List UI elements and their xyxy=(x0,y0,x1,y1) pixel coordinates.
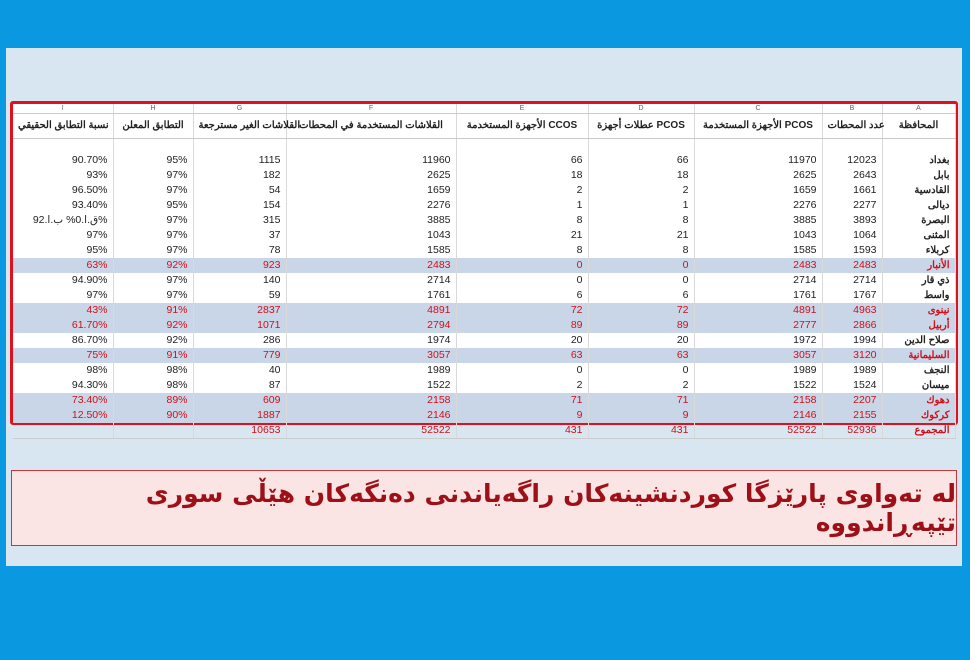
caption-box xyxy=(11,470,957,546)
value-cell: 6 xyxy=(588,288,694,303)
value-cell xyxy=(13,423,113,439)
value-cell: 95% xyxy=(13,243,113,258)
value-cell: 4963 xyxy=(822,303,882,318)
table-row xyxy=(13,153,955,168)
value-cell: 89 xyxy=(456,318,588,333)
governorate-cell: كركوك xyxy=(882,408,955,423)
value-cell: 3120 xyxy=(822,348,882,363)
value-cell: 89% xyxy=(113,393,193,408)
column-header-row xyxy=(13,114,955,139)
value-cell: 1524 xyxy=(822,378,882,393)
governorate-cell: ديالى xyxy=(882,198,955,213)
table-row xyxy=(13,258,955,273)
value-cell: 43% xyxy=(13,303,113,318)
value-cell: ق.ا.0% ب.ا.92% xyxy=(13,213,113,228)
value-cell: 140 xyxy=(193,273,286,288)
table-row xyxy=(13,348,955,363)
governorate-cell: السليمانية xyxy=(882,348,955,363)
value-cell: 2483 xyxy=(822,258,882,273)
value-cell: 18 xyxy=(588,168,694,183)
value-cell: 1767 xyxy=(822,288,882,303)
governorate-cell: الأنبار xyxy=(882,258,955,273)
value-cell: 1585 xyxy=(286,243,456,258)
value-cell: 8 xyxy=(588,243,694,258)
value-cell: 8 xyxy=(456,243,588,258)
governorate-cell: القادسية xyxy=(882,183,955,198)
value-cell: 98% xyxy=(13,363,113,378)
value-cell: 1659 xyxy=(694,183,822,198)
value-cell: 97% xyxy=(113,228,193,243)
value-cell: 2714 xyxy=(286,273,456,288)
governorate-cell: أربيل xyxy=(882,318,955,333)
column-letter[interactable]: C xyxy=(694,104,822,114)
column-header: الأجهزة المستخدمة PCOS xyxy=(694,114,822,139)
value-cell: 72 xyxy=(456,303,588,318)
value-cell: 1974 xyxy=(286,333,456,348)
governorate-cell: صلاح الدين xyxy=(882,333,955,348)
value-cell: 95% xyxy=(113,153,193,168)
value-cell: 2794 xyxy=(286,318,456,333)
value-cell: 92% xyxy=(113,318,193,333)
column-letter-row xyxy=(13,104,955,114)
value-cell: 609 xyxy=(193,393,286,408)
value-cell: 93.40% xyxy=(13,198,113,213)
value-cell: 97% xyxy=(113,213,193,228)
value-cell: 91% xyxy=(113,348,193,363)
value-cell: 1064 xyxy=(822,228,882,243)
value-cell: 6 xyxy=(456,288,588,303)
value-cell: 73.40% xyxy=(13,393,113,408)
table-row xyxy=(13,333,955,348)
value-cell: 78 xyxy=(193,243,286,258)
value-cell: 2158 xyxy=(286,393,456,408)
value-cell: 2 xyxy=(588,378,694,393)
empty-cell xyxy=(13,139,113,154)
value-cell: 431 xyxy=(456,423,588,439)
value-cell: 98% xyxy=(113,363,193,378)
governorate-cell: ميسان xyxy=(882,378,955,393)
value-cell: 20 xyxy=(588,333,694,348)
column-letter[interactable]: E xyxy=(456,104,588,114)
value-cell: 90.70% xyxy=(13,153,113,168)
value-cell: 2625 xyxy=(694,168,822,183)
value-cell: 2837 xyxy=(193,303,286,318)
value-cell: 3893 xyxy=(822,213,882,228)
value-cell: 431 xyxy=(588,423,694,439)
value-cell: 1989 xyxy=(822,363,882,378)
empty-cell xyxy=(456,139,588,154)
table-row xyxy=(13,198,955,213)
value-cell: 0 xyxy=(456,363,588,378)
value-cell: 2146 xyxy=(286,408,456,423)
value-cell: 1071 xyxy=(193,318,286,333)
value-cell: 1761 xyxy=(694,288,822,303)
column-header: القلاشات المستخدمة في المحطات xyxy=(286,114,456,139)
value-cell: 2483 xyxy=(694,258,822,273)
value-cell: 1115 xyxy=(193,153,286,168)
column-letter[interactable]: H xyxy=(113,104,193,114)
value-cell: 98% xyxy=(113,378,193,393)
column-letter[interactable]: G xyxy=(193,104,286,114)
value-cell: 0 xyxy=(588,363,694,378)
value-cell: 54 xyxy=(193,183,286,198)
value-cell: 21 xyxy=(456,228,588,243)
value-cell: 2 xyxy=(588,183,694,198)
caption-text: لە تەواوی پارێزگا کوردنشینەکان راگەیاندنی دەنگەکان هێڵی سوری تێپەڕاندووە xyxy=(145,479,956,537)
value-cell: 97% xyxy=(113,168,193,183)
election-results-table xyxy=(13,104,956,439)
value-cell: 1761 xyxy=(286,288,456,303)
spreadsheet-frame xyxy=(10,101,958,436)
table-row xyxy=(13,303,955,318)
value-cell: 71 xyxy=(456,393,588,408)
value-cell: 9 xyxy=(456,408,588,423)
value-cell: 11960 xyxy=(286,153,456,168)
value-cell: 93% xyxy=(13,168,113,183)
value-cell: 63% xyxy=(13,258,113,273)
value-cell: 2714 xyxy=(694,273,822,288)
total-row xyxy=(13,423,955,439)
value-cell: 1522 xyxy=(694,378,822,393)
column-header: الأجهزة المستخدمة CCOS xyxy=(456,114,588,139)
value-cell: 4891 xyxy=(694,303,822,318)
table-row xyxy=(13,273,955,288)
value-cell: 97% xyxy=(113,243,193,258)
value-cell: 182 xyxy=(193,168,286,183)
value-cell: 95% xyxy=(113,198,193,213)
value-cell: 87 xyxy=(193,378,286,393)
table-row xyxy=(13,243,955,258)
column-header: نسبة التطابق الحقيقي xyxy=(13,114,113,139)
empty-cell xyxy=(882,139,955,154)
value-cell: 2146 xyxy=(694,408,822,423)
value-cell: 21 xyxy=(588,228,694,243)
value-cell: 2158 xyxy=(694,393,822,408)
empty-cell xyxy=(286,139,456,154)
value-cell: 63 xyxy=(588,348,694,363)
value-cell xyxy=(113,423,193,439)
value-cell: 97% xyxy=(13,288,113,303)
value-cell: 2277 xyxy=(822,198,882,213)
value-cell: 3057 xyxy=(286,348,456,363)
value-cell: 1972 xyxy=(694,333,822,348)
column-header: عطلات أجهزة PCOS xyxy=(588,114,694,139)
value-cell: 923 xyxy=(193,258,286,273)
value-cell: 4891 xyxy=(286,303,456,318)
governorate-cell: نينوى xyxy=(882,303,955,318)
value-cell: 94.90% xyxy=(13,273,113,288)
value-cell: 1994 xyxy=(822,333,882,348)
value-cell: 92% xyxy=(113,258,193,273)
value-cell: 61.70% xyxy=(13,318,113,333)
value-cell: 97% xyxy=(113,288,193,303)
value-cell: 154 xyxy=(193,198,286,213)
value-cell: 3885 xyxy=(286,213,456,228)
value-cell: 2625 xyxy=(286,168,456,183)
value-cell: 20 xyxy=(456,333,588,348)
column-letter[interactable]: A xyxy=(882,104,955,114)
value-cell: 12.50% xyxy=(13,408,113,423)
value-cell: 2 xyxy=(456,183,588,198)
value-cell: 1593 xyxy=(822,243,882,258)
value-cell: 90% xyxy=(113,408,193,423)
value-cell: 3057 xyxy=(694,348,822,363)
table-row xyxy=(13,393,955,408)
column-header: المحافظة xyxy=(882,114,955,139)
value-cell: 2866 xyxy=(822,318,882,333)
value-cell: 52936 xyxy=(822,423,882,439)
value-cell: 1661 xyxy=(822,183,882,198)
table-row xyxy=(13,183,955,198)
value-cell: 3885 xyxy=(694,213,822,228)
value-cell: 12023 xyxy=(822,153,882,168)
value-cell: 91% xyxy=(113,303,193,318)
value-cell: 52522 xyxy=(286,423,456,439)
value-cell: 97% xyxy=(113,273,193,288)
value-cell: 315 xyxy=(193,213,286,228)
value-cell: 2207 xyxy=(822,393,882,408)
column-letter[interactable]: B xyxy=(822,104,882,114)
value-cell: 779 xyxy=(193,348,286,363)
value-cell: 10653 xyxy=(193,423,286,439)
value-cell: 1043 xyxy=(286,228,456,243)
value-cell: 2 xyxy=(456,378,588,393)
value-cell: 52522 xyxy=(694,423,822,439)
value-cell: 0 xyxy=(456,258,588,273)
value-cell: 40 xyxy=(193,363,286,378)
value-cell: 66 xyxy=(588,153,694,168)
value-cell: 2276 xyxy=(286,198,456,213)
column-letter[interactable]: I xyxy=(13,104,113,114)
column-header: التطابق المعلن xyxy=(113,114,193,139)
value-cell: 71 xyxy=(588,393,694,408)
empty-cell xyxy=(822,139,882,154)
empty-cell xyxy=(588,139,694,154)
value-cell: 94.30% xyxy=(13,378,113,393)
value-cell: 1989 xyxy=(286,363,456,378)
value-cell: 97% xyxy=(113,183,193,198)
value-cell: 2483 xyxy=(286,258,456,273)
governorate-cell: ذي قار xyxy=(882,273,955,288)
column-header: القلاشات الغير مسترجعة xyxy=(193,114,286,139)
value-cell: 1887 xyxy=(193,408,286,423)
value-cell: 1522 xyxy=(286,378,456,393)
value-cell: 8 xyxy=(588,213,694,228)
value-cell: 96.50% xyxy=(13,183,113,198)
value-cell: 2155 xyxy=(822,408,882,423)
governorate-cell: دهوك xyxy=(882,393,955,408)
column-letter[interactable]: D xyxy=(588,104,694,114)
table-row xyxy=(13,228,955,243)
value-cell: 1659 xyxy=(286,183,456,198)
table-row xyxy=(13,363,955,378)
value-cell: 0 xyxy=(588,273,694,288)
table-row xyxy=(13,408,955,423)
value-cell: 1 xyxy=(588,198,694,213)
governorate-cell: المثنى xyxy=(882,228,955,243)
table-row xyxy=(13,168,955,183)
value-cell: 0 xyxy=(456,273,588,288)
governorate-cell: النجف xyxy=(882,363,955,378)
blank-row xyxy=(13,139,955,154)
value-cell: 97% xyxy=(13,228,113,243)
value-cell: 11970 xyxy=(694,153,822,168)
value-cell: 66 xyxy=(456,153,588,168)
value-cell: 1989 xyxy=(694,363,822,378)
governorate-cell: كربلاء xyxy=(882,243,955,258)
value-cell: 8 xyxy=(456,213,588,228)
governorate-cell: واسط xyxy=(882,288,955,303)
governorate-cell: المجموع xyxy=(882,423,955,439)
empty-cell xyxy=(694,139,822,154)
empty-cell xyxy=(113,139,193,154)
value-cell: 86.70% xyxy=(13,333,113,348)
value-cell: 1585 xyxy=(694,243,822,258)
table-row xyxy=(13,378,955,393)
value-cell: 1043 xyxy=(694,228,822,243)
value-cell: 2276 xyxy=(694,198,822,213)
value-cell: 2777 xyxy=(694,318,822,333)
value-cell: 72 xyxy=(588,303,694,318)
empty-cell xyxy=(193,139,286,154)
value-cell: 75% xyxy=(13,348,113,363)
column-letter[interactable]: F xyxy=(286,104,456,114)
value-cell: 59 xyxy=(193,288,286,303)
value-cell: 2643 xyxy=(822,168,882,183)
governorate-cell: بغداد xyxy=(882,153,955,168)
value-cell: 63 xyxy=(456,348,588,363)
value-cell: 37 xyxy=(193,228,286,243)
value-cell: 2714 xyxy=(822,273,882,288)
value-cell: 0 xyxy=(588,258,694,273)
table-row xyxy=(13,318,955,333)
governorate-cell: البصرة xyxy=(882,213,955,228)
value-cell: 89 xyxy=(588,318,694,333)
table-row xyxy=(13,288,955,303)
value-cell: 92% xyxy=(113,333,193,348)
table-row xyxy=(13,213,955,228)
governorate-cell: بابل xyxy=(882,168,955,183)
column-header: عدد المحطات xyxy=(822,114,882,139)
value-cell: 9 xyxy=(588,408,694,423)
value-cell: 18 xyxy=(456,168,588,183)
value-cell: 1 xyxy=(456,198,588,213)
value-cell: 286 xyxy=(193,333,286,348)
